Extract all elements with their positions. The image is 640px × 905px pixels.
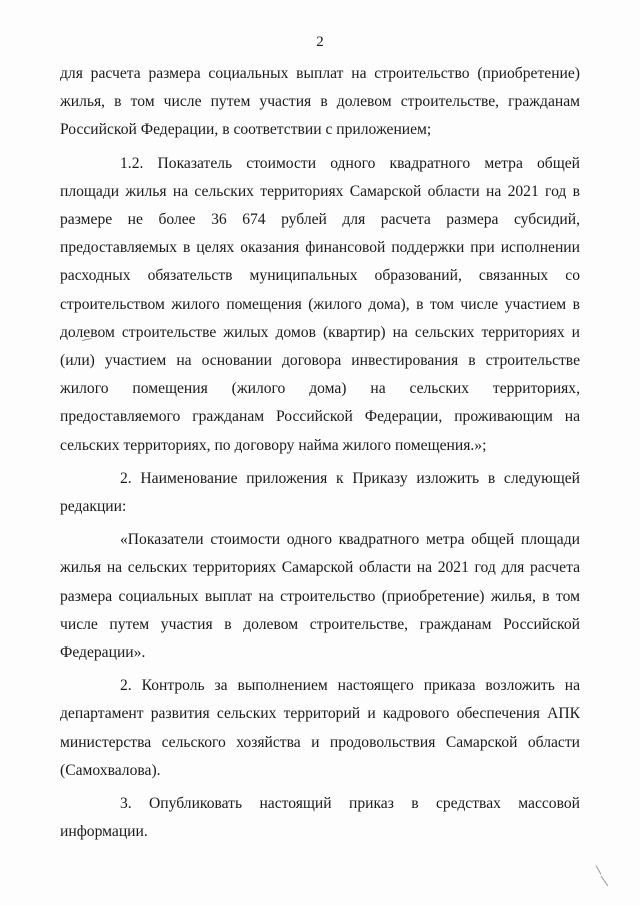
document-body — [60, 60, 580, 846]
paragraph-intro-continuation: для расчета размера социальных выплат на строительство (приобретение) жилья, в том числе путем участия в долевом строительстве, гражданам Российской Федерации, в соответствии с приложением; — [60, 65, 580, 139]
paragraph-2-control: 2. Контроль за выполнением настоящего приказа возложить на департамент развития сельских территорий и кадрового обеспечения АПК министерства сельского хозяйства и продовольствия Самарской области (Самохвалова). — [60, 677, 580, 779]
paragraph-1-2: 1.2. Показатель стоимости одного квадратного метра общей площади жилья на сельских территориях Самарской области на 2021 год в размере не более 36 674 рублей для расчета размера субсидий, предоставляемых в целях оказания финансовой поддержки при исполнении расходных обязательств муниципальных образований, связанных со строительством жилого помещения (жилого дома), в том числе участием в долевом строительстве жилых домов (квартир) на сельских территориях и (или) участием на основании договора инвестирования в строительстве жилого помещения (жилого дома) на сельских территориях, предоставляемого гражданам Российской Федерации, проживающим на сельских территориях, по договору найма жилого помещения.»; — [60, 154, 580, 454]
paragraph-appendix-title-quote: «Показатели стоимости одного квадратного метра общей площади жилья на сельских территориях Самарской области на 2021 год для расчета размера социальных выплат на строительство (приобретение) жилья, в том числе путем участия в долевом строительстве, гражданам Российской Федерации». — [60, 531, 580, 662]
paragraph-2-appendix-name: 2. Наименование приложения к Приказу изложить в следующей редакции: — [60, 469, 580, 516]
page-number: 2 — [316, 34, 324, 50]
paragraph-3-publish: 3. Опубликовать настоящий приказ в средствах массовой информации. — [60, 795, 580, 841]
scan-artifact-corner — [594, 863, 612, 891]
